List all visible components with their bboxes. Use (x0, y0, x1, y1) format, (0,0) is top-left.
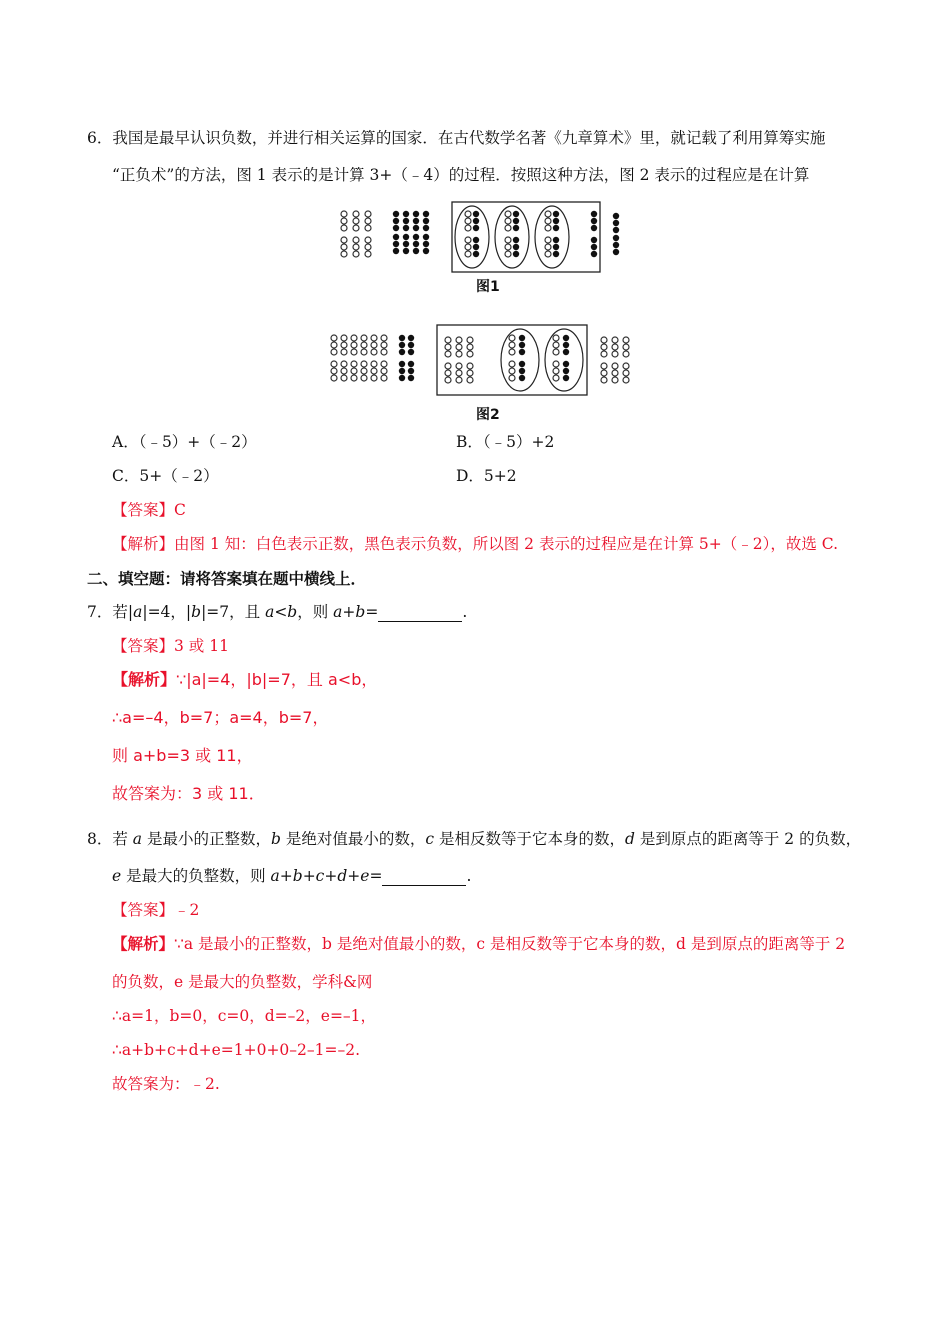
q6-analysis (112, 534, 838, 554)
q8-analysis-line2: 的负数，e 是最大的负整数，学科&网 (112, 973, 373, 991)
q8-analysis-line4: ∴a+b+c+d+e=1+0+0–2–1=–2. (112, 1041, 361, 1059)
q8-stem-text: 是相反数等于它本身的数， (434, 830, 625, 848)
figure-1-counting-rods (336, 200, 626, 275)
q6-option-a: A．（﹣5）+（﹣2） (112, 433, 257, 451)
var-c: c (425, 830, 435, 848)
q8-analysis-line1 (112, 934, 845, 954)
section-2-heading: 二、填空题：请将答案填在题中横线上． (87, 569, 367, 588)
q6-option-c: C．5+（﹣2） (112, 467, 219, 485)
q7-condition: a<b (265, 603, 298, 621)
q7-stem-text: . (462, 603, 468, 621)
analysis-tag: 【解析】 (112, 934, 175, 953)
answer-value: 3 或 11 (174, 637, 229, 655)
q6-option-d: D．5+2 (456, 467, 517, 485)
var-b: b (270, 830, 281, 848)
answer-value: C (174, 501, 186, 519)
q7-analysis-line4: 故答案为：3 或 11． (112, 784, 265, 803)
q8-stem-text: 是到原点的距离等于 2 的负数， (634, 830, 862, 848)
figure-1-label: 图1 (476, 279, 500, 295)
q7-stem-text: |=7，且 (201, 603, 266, 621)
answer-tag: 【答案】 (112, 901, 175, 919)
q6-stem-line1: 6．我国是最早认识负数，并进行相关运算的国家．在古代数学名著《九章算术》里，就记载了利用算筹实施 (87, 129, 826, 147)
answer-tag: 【答案】 (112, 501, 175, 519)
q7-stem-text: |=4，| (142, 603, 192, 621)
q8-stem-text: 8．若 (87, 830, 133, 848)
q8-stem-text: = (369, 867, 383, 885)
q6-answer (112, 500, 186, 520)
q8-stem-text: 是最小的正整数， (142, 830, 271, 848)
q7-stem-text: ，则 (297, 603, 334, 621)
q7-analysis-line2: ∴a=–4，b=7；a=4，b=7， (112, 708, 329, 727)
q8-stem-text: . (466, 867, 472, 885)
q8-answer (112, 900, 199, 920)
analysis-text: ∵|a|=4，|b|=7，且 a<b， (176, 670, 378, 689)
answer-blank (382, 869, 466, 886)
q8-stem-line1 (87, 829, 861, 849)
q8-stem-text: 是最大的负整数，则 (121, 867, 271, 885)
analysis-tag: 【解析】 (112, 535, 175, 553)
var-a: a (133, 603, 143, 621)
analysis-text: ∵a 是最小的正整数，b 是绝对值最小的数，c 是相反数等于它本身的数，d 是到原点的距离等于 2 (174, 935, 846, 953)
q8-stem-text: 是绝对值最小的数， (280, 830, 426, 848)
var-a: a (132, 830, 143, 848)
q7-stem (87, 602, 467, 622)
analysis-text: 由图 1 知：白色表示正数，黑色表示负数，所以图 2 表示的过程应是在计算 5+（﹣2），故选 C. (174, 535, 838, 553)
q8-analysis-line3: ∴a=1，b=0，c=0，d=–2，e=–1， (112, 1007, 377, 1025)
answer-blank (378, 605, 462, 622)
answer-value: ﹣2 (174, 901, 200, 919)
q7-expression: a+b (333, 603, 366, 621)
figure-2-label: 图2 (476, 407, 500, 423)
q7-stem-text: 7．若| (87, 603, 134, 621)
q6-option-b: B．（﹣5）+2 (456, 433, 555, 451)
q6-stem-line2: “正负术”的方法，图 1 表示的是计算 3+（﹣4）的过程．按照这种方法，图 2 表示的过程应是在计算 (112, 166, 810, 184)
q7-stem-text: = (365, 603, 379, 621)
answer-tag: 【答案】 (112, 637, 175, 655)
q7-analysis-line3: 则 a+b=3 或 11， (112, 746, 253, 765)
analysis-tag: 【解析】 (112, 670, 177, 689)
figure-2-counting-rods (326, 322, 642, 398)
var-b: b (191, 603, 202, 621)
q8-stem-line2 (112, 866, 471, 886)
q7-answer (112, 636, 229, 656)
q7-analysis-line1 (112, 670, 377, 690)
var-e: e (112, 867, 122, 885)
q8-expression: a+b+c+d+e (270, 867, 370, 885)
q8-analysis-line5: 故答案为：﹣2. (112, 1075, 220, 1093)
var-d: d (624, 830, 635, 848)
